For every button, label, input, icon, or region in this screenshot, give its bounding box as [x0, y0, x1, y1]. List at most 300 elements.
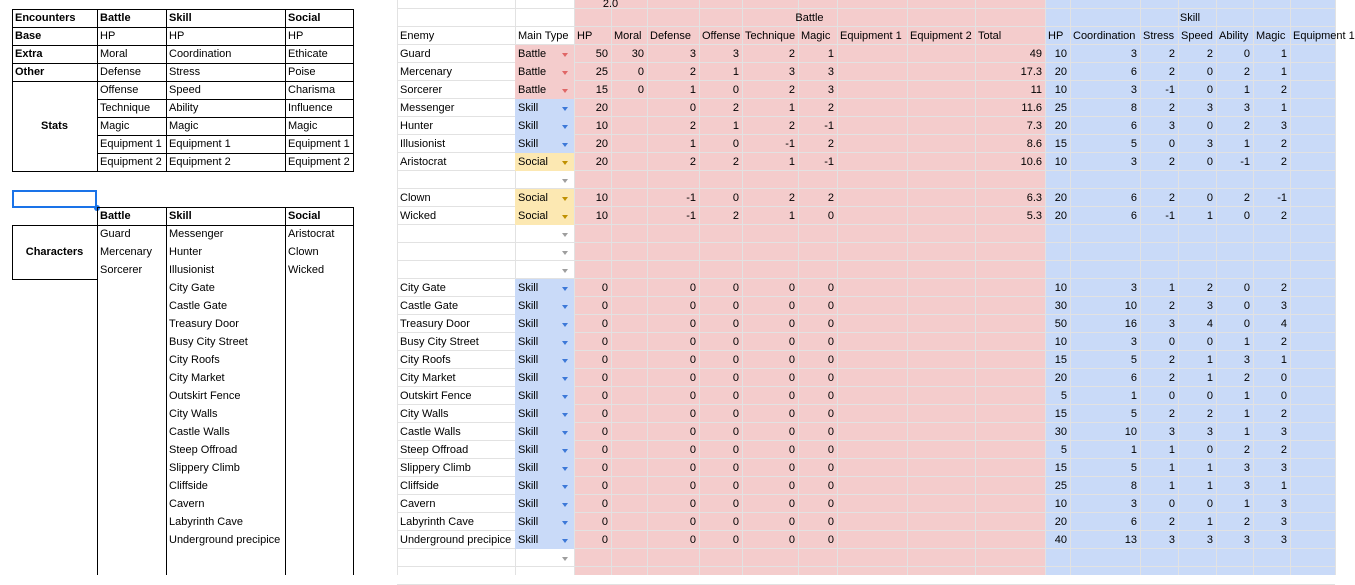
- enemy-cell-speed[interactable]: 0: [1206, 84, 1213, 96]
- enemy-cell-hp[interactable]: 15: [595, 84, 608, 96]
- enemy-cell-mag[interactable]: 0: [827, 498, 834, 510]
- enemy-cell-speed[interactable]: 2: [1206, 408, 1213, 420]
- dropdown-arrow-icon[interactable]: [562, 197, 568, 201]
- enemy-cell-def[interactable]: 2: [689, 156, 696, 168]
- enemy-cell-s_mag[interactable]: 3: [1280, 534, 1287, 546]
- enemy-cell-def[interactable]: 0: [689, 534, 696, 546]
- enemy-cell-s_hp[interactable]: [1045, 261, 1070, 279]
- stats-cell[interactable]: Equipment 2: [288, 156, 350, 168]
- enemy-cell-hp[interactable]: 0: [601, 516, 608, 528]
- enemy-cell-total[interactable]: 7.3: [1026, 120, 1042, 132]
- enemy-cell-speed[interactable]: 1: [1206, 516, 1213, 528]
- enemy-cell-stress[interactable]: 1: [1168, 444, 1175, 456]
- enemy-cell-moral[interactable]: [611, 117, 647, 135]
- enemy-cell-s_hp[interactable]: [1045, 549, 1070, 567]
- enemy-cell-speed[interactable]: 0: [1206, 192, 1213, 204]
- enemy-cell-stress[interactable]: 3: [1168, 318, 1175, 330]
- enemy-cell-def[interactable]: [647, 171, 699, 189]
- skill-group-header[interactable]: Skill: [1179, 12, 1201, 24]
- dropdown-arrow-icon[interactable]: [562, 485, 568, 489]
- dropdown-arrow-icon[interactable]: [562, 233, 568, 237]
- enemy-cell-speed[interactable]: 1: [1206, 372, 1213, 384]
- character-skill-location[interactable]: Outskirt Fence: [169, 390, 241, 402]
- enemy-cell-enemy[interactable]: [397, 243, 515, 261]
- enemy-cell-s_mag[interactable]: 2: [1280, 408, 1287, 420]
- dropdown-arrow-icon[interactable]: [562, 179, 568, 183]
- enemy-cell-enemy[interactable]: Messenger: [400, 102, 455, 114]
- enemy-cell-hp[interactable]: [574, 225, 611, 243]
- enemy-cell-tech[interactable]: [742, 549, 798, 567]
- main-type-dropdown[interactable]: Skill: [515, 369, 574, 387]
- encounters-cell[interactable]: Defense: [100, 66, 141, 78]
- enemy-cell-s_hp[interactable]: 10: [1054, 498, 1067, 510]
- enemy-cell-s_mag[interactable]: -1: [1277, 192, 1287, 204]
- enemy-cell-def[interactable]: [647, 243, 699, 261]
- enemy-cell-s_hp[interactable]: 10: [1054, 282, 1067, 294]
- enemy-cell-enemy[interactable]: Hunter: [400, 120, 434, 132]
- enemy-cell-mag[interactable]: 0: [827, 372, 834, 384]
- enemy-cell-abil[interactable]: 3: [1243, 534, 1250, 546]
- enemy-cell-tech[interactable]: [742, 171, 798, 189]
- enemy-cell-speed[interactable]: 1: [1206, 462, 1213, 474]
- column-header-1[interactable]: Main Type: [518, 30, 569, 42]
- enemy-cell-coord[interactable]: 1: [1130, 444, 1137, 456]
- enemy-cell-s_hp[interactable]: 10: [1054, 84, 1067, 96]
- enemy-cell-moral[interactable]: [611, 243, 647, 261]
- enemy-cell-hp[interactable]: 0: [601, 318, 608, 330]
- enemy-cell-tech[interactable]: 0: [788, 300, 795, 312]
- enemy-cell-off[interactable]: [699, 225, 742, 243]
- main-type-dropdown[interactable]: Skill: [515, 441, 574, 459]
- enemy-cell-s_hp[interactable]: 15: [1054, 354, 1067, 366]
- dropdown-arrow-icon[interactable]: [562, 125, 568, 129]
- enemy-cell-moral[interactable]: [611, 477, 647, 495]
- enemy-cell-moral[interactable]: [611, 513, 647, 531]
- enemy-cell-speed[interactable]: 0: [1206, 444, 1213, 456]
- enemy-cell-def[interactable]: 0: [689, 516, 696, 528]
- dropdown-arrow-icon[interactable]: [562, 539, 568, 543]
- enemy-cell-enemy[interactable]: Slippery Climb: [400, 462, 471, 474]
- enemy-cell-stress[interactable]: 3: [1168, 534, 1175, 546]
- enemy-cell-s_mag[interactable]: 3: [1280, 462, 1287, 474]
- column-header-12[interactable]: Coordination: [1073, 30, 1136, 42]
- enemy-cell-tech[interactable]: 0: [788, 534, 795, 546]
- enemy-cell-total[interactable]: [975, 459, 1045, 477]
- character-cell[interactable]: Guard: [100, 228, 131, 240]
- stats-cell[interactable]: Magic: [169, 120, 199, 132]
- character-cell[interactable]: Wicked: [288, 264, 325, 276]
- enemy-cell-hp[interactable]: [574, 171, 611, 189]
- enemy-cell-coord[interactable]: 10: [1124, 300, 1137, 312]
- enemy-cell-mag[interactable]: [798, 171, 837, 189]
- enemy-cell-off[interactable]: 0: [732, 444, 739, 456]
- enemy-cell-abil[interactable]: 1: [1243, 408, 1250, 420]
- enemy-cell-speed[interactable]: 3: [1206, 138, 1213, 150]
- enemy-cell-abil[interactable]: [1216, 171, 1253, 189]
- enemy-cell-total[interactable]: [975, 333, 1045, 351]
- enemy-cell-total[interactable]: 5.3: [1026, 210, 1042, 222]
- enemy-cell-def[interactable]: 0: [689, 444, 696, 456]
- enemy-cell-s_mag[interactable]: [1253, 261, 1290, 279]
- dropdown-arrow-icon[interactable]: [562, 287, 568, 291]
- enemy-cell-mag[interactable]: 0: [827, 480, 834, 492]
- enemy-cell-total[interactable]: 17.3: [1020, 66, 1042, 78]
- column-header-9[interactable]: Equipment 2: [910, 30, 972, 42]
- enemy-cell-stress[interactable]: 2: [1168, 354, 1175, 366]
- enemy-cell-tech[interactable]: 0: [788, 408, 795, 420]
- enemy-cell-s_mag[interactable]: 0: [1280, 372, 1287, 384]
- enemy-cell-s_mag[interactable]: 3: [1280, 120, 1287, 132]
- enemy-cell-speed[interactable]: 2: [1206, 48, 1213, 60]
- enemy-cell-def[interactable]: 0: [689, 102, 696, 114]
- selected-cell[interactable]: [12, 190, 97, 208]
- enemy-cell-total[interactable]: [975, 297, 1045, 315]
- enemy-cell-total[interactable]: 11: [1030, 84, 1042, 96]
- enemy-cell-enemy[interactable]: Sorcerer: [400, 84, 443, 96]
- character-skill-location[interactable]: Busy City Street: [169, 336, 248, 348]
- enemy-cell-def[interactable]: -1: [686, 210, 696, 222]
- enemy-cell-s_hp[interactable]: [1045, 171, 1070, 189]
- column-header-7[interactable]: Magic: [801, 30, 831, 42]
- enemy-cell-stress[interactable]: 2: [1168, 516, 1175, 528]
- enemy-cell-hp[interactable]: 10: [595, 120, 608, 132]
- enemy-cell-tech[interactable]: 0: [788, 444, 795, 456]
- enemy-cell-total[interactable]: [975, 279, 1045, 297]
- enemy-cell-mag[interactable]: [798, 225, 837, 243]
- enemy-cell-s_hp[interactable]: 15: [1054, 138, 1067, 150]
- enemy-cell-mag[interactable]: 2: [827, 192, 834, 204]
- enemy-cell-s_hp[interactable]: 20: [1054, 66, 1067, 78]
- enemy-cell-total[interactable]: 6.3: [1026, 192, 1042, 204]
- character-skill-location[interactable]: City Roofs: [169, 354, 220, 366]
- enemy-cell-coord[interactable]: 5: [1130, 138, 1137, 150]
- enemy-cell-moral[interactable]: [611, 549, 647, 567]
- enemy-cell-abil[interactable]: 3: [1243, 354, 1250, 366]
- partial-cell[interactable]: 2.0: [602, 0, 619, 10]
- enemy-cell-moral[interactable]: [611, 261, 647, 279]
- enemy-cell-abil[interactable]: -1: [1240, 156, 1250, 168]
- enemy-cell-enemy[interactable]: Outskirt Fence: [400, 390, 472, 402]
- stats-cell[interactable]: Magic: [100, 120, 130, 132]
- enemy-cell-tech[interactable]: 0: [788, 318, 795, 330]
- enemy-cell-tech[interactable]: 1: [788, 102, 795, 114]
- enemy-cell-s_hp[interactable]: 5: [1060, 390, 1067, 402]
- enemy-cell-s_hp[interactable]: 30: [1054, 426, 1067, 438]
- enemy-cell-enemy[interactable]: City Walls: [400, 408, 449, 420]
- enemy-cell-off[interactable]: [699, 549, 742, 567]
- enemy-cell-def[interactable]: 2: [689, 66, 696, 78]
- enemy-cell-stress[interactable]: 1: [1168, 480, 1175, 492]
- enemy-cell-total[interactable]: [975, 549, 1045, 567]
- enemy-cell-coord[interactable]: 6: [1130, 210, 1137, 222]
- enemy-cell-moral[interactable]: [611, 495, 647, 513]
- enemy-cell-mag[interactable]: 0: [827, 300, 834, 312]
- enemy-cell-s_mag[interactable]: 4: [1280, 318, 1287, 330]
- enemy-cell-mag[interactable]: 0: [827, 426, 834, 438]
- enemy-cell-off[interactable]: 0: [732, 408, 739, 420]
- main-type-dropdown[interactable]: Skill: [515, 333, 574, 351]
- enemy-cell-hp[interactable]: [574, 549, 611, 567]
- main-type-dropdown[interactable]: Skill: [515, 135, 574, 153]
- enemy-cell-coord[interactable]: 6: [1130, 192, 1137, 204]
- encounters-cell[interactable]: Other: [15, 66, 45, 78]
- enemy-cell-stress[interactable]: [1140, 243, 1178, 261]
- dropdown-arrow-icon[interactable]: [562, 107, 568, 111]
- enemy-cell-s_hp[interactable]: 40: [1054, 534, 1067, 546]
- enemy-cell-enemy[interactable]: Castle Walls: [400, 426, 461, 438]
- dropdown-arrow-icon[interactable]: [562, 521, 568, 525]
- enemy-cell-stress[interactable]: 0: [1168, 390, 1175, 402]
- enemy-cell-s_mag[interactable]: 2: [1280, 138, 1287, 150]
- dropdown-arrow-icon[interactable]: [562, 89, 568, 93]
- main-type-dropdown[interactable]: Skill: [515, 531, 574, 549]
- enemy-cell-total[interactable]: [975, 243, 1045, 261]
- enemy-cell-hp[interactable]: 20: [595, 138, 608, 150]
- character-skill-location[interactable]: Labyrinth Cave: [169, 516, 243, 528]
- column-header-11[interactable]: HP: [1048, 30, 1064, 42]
- dropdown-arrow-icon[interactable]: [562, 503, 568, 507]
- enemy-cell-hp[interactable]: 0: [601, 426, 608, 438]
- enemy-cell-mag[interactable]: 2: [827, 102, 834, 114]
- enemy-cell-s_mag[interactable]: [1253, 549, 1290, 567]
- enemy-cell-moral[interactable]: 30: [631, 48, 644, 60]
- column-header-4[interactable]: Defense: [650, 30, 691, 42]
- enemy-cell-hp[interactable]: 20: [595, 156, 608, 168]
- enemy-cell-coord[interactable]: 3: [1130, 336, 1137, 348]
- enemy-cell-tech[interactable]: 3: [788, 66, 795, 78]
- enemy-cell-hp[interactable]: 0: [601, 354, 608, 366]
- enemy-cell-hp[interactable]: 0: [601, 408, 608, 420]
- main-type-dropdown[interactable]: Battle: [515, 63, 574, 81]
- enemy-cell-total[interactable]: 8.6: [1026, 138, 1042, 150]
- column-header-16[interactable]: Magic: [1256, 30, 1286, 42]
- enemy-cell-stress[interactable]: 2: [1168, 372, 1175, 384]
- enemy-cell-coord[interactable]: 5: [1130, 462, 1137, 474]
- enemy-cell-speed[interactable]: 0: [1206, 156, 1213, 168]
- enemy-cell-mag[interactable]: 0: [827, 354, 834, 366]
- enemy-cell-abil[interactable]: 3: [1243, 462, 1250, 474]
- encounters-cell[interactable]: HP: [169, 30, 185, 42]
- enemy-cell-moral[interactable]: [611, 405, 647, 423]
- enemy-cell-tech[interactable]: -1: [785, 138, 795, 150]
- encounters-header-2[interactable]: Skill: [169, 12, 192, 24]
- enemy-cell-tech[interactable]: 0: [788, 336, 795, 348]
- enemy-cell-enemy[interactable]: Wicked: [400, 210, 437, 222]
- enemy-cell-abil[interactable]: 2: [1243, 192, 1250, 204]
- enemy-cell-hp[interactable]: [574, 243, 611, 261]
- enemy-cell-stress[interactable]: [1140, 225, 1178, 243]
- main-type-dropdown[interactable]: Skill: [515, 315, 574, 333]
- character-skill-location[interactable]: Castle Gate: [169, 300, 228, 312]
- dropdown-arrow-icon[interactable]: [562, 269, 568, 273]
- enemy-cell-mag[interactable]: 0: [827, 408, 834, 420]
- enemy-cell-tech[interactable]: 0: [788, 462, 795, 474]
- enemy-cell-s_mag[interactable]: [1253, 243, 1290, 261]
- main-type-dropdown[interactable]: Social: [515, 207, 574, 225]
- characters-header-1[interactable]: Skill: [169, 210, 192, 222]
- encounters-cell[interactable]: Coordination: [169, 48, 232, 60]
- enemy-cell-abil[interactable]: 0: [1243, 48, 1250, 60]
- enemy-cell-tech[interactable]: 0: [788, 372, 795, 384]
- enemy-cell-enemy[interactable]: Aristocrat: [400, 156, 447, 168]
- enemy-cell-s_hp[interactable]: [1045, 225, 1070, 243]
- enemy-cell-def[interactable]: 0: [689, 282, 696, 294]
- enemy-cell-speed[interactable]: 2: [1206, 282, 1213, 294]
- enemy-cell-total[interactable]: [975, 369, 1045, 387]
- dropdown-arrow-icon[interactable]: [562, 71, 568, 75]
- enemy-cell-s_hp[interactable]: 10: [1054, 48, 1067, 60]
- enemy-cell-stress[interactable]: 3: [1168, 426, 1175, 438]
- enemy-cell-s_hp[interactable]: 20: [1054, 372, 1067, 384]
- enemy-cell-total[interactable]: [975, 423, 1045, 441]
- enemy-cell-moral[interactable]: [611, 315, 647, 333]
- dropdown-arrow-icon[interactable]: [562, 161, 568, 165]
- stats-cell[interactable]: Technique: [100, 102, 151, 114]
- enemy-cell-coord[interactable]: [1070, 243, 1140, 261]
- dropdown-arrow-icon[interactable]: [562, 323, 568, 327]
- enemy-cell-total[interactable]: [975, 405, 1045, 423]
- enemy-cell-s_mag[interactable]: 1: [1280, 48, 1287, 60]
- stats-cell[interactable]: Offense: [100, 84, 139, 96]
- dropdown-arrow-icon[interactable]: [562, 413, 568, 417]
- enemy-cell-s_hp[interactable]: 10: [1054, 156, 1067, 168]
- character-skill-location[interactable]: City Market: [169, 372, 225, 384]
- enemy-cell-def[interactable]: [647, 225, 699, 243]
- main-type-dropdown[interactable]: Skill: [515, 117, 574, 135]
- enemy-cell-mag[interactable]: 0: [827, 516, 834, 528]
- enemy-cell-enemy[interactable]: City Market: [400, 372, 456, 384]
- column-header-6[interactable]: Technique: [745, 30, 796, 42]
- enemy-cell-coord[interactable]: 5: [1130, 408, 1137, 420]
- enemy-cell-tech[interactable]: 1: [788, 210, 795, 222]
- enemy-cell-mag[interactable]: 0: [827, 336, 834, 348]
- characters-label[interactable]: Characters: [25, 246, 84, 258]
- enemy-cell-total[interactable]: [975, 531, 1045, 549]
- enemy-cell-off[interactable]: 0: [732, 498, 739, 510]
- enemy-cell-def[interactable]: 0: [689, 390, 696, 402]
- enemy-cell-coord[interactable]: 6: [1130, 66, 1137, 78]
- enemy-cell-hp[interactable]: 0: [601, 534, 608, 546]
- enemy-cell-enemy[interactable]: Castle Gate: [400, 300, 459, 312]
- character-cell[interactable]: Illusionist: [169, 264, 215, 276]
- enemy-cell-coord[interactable]: 3: [1130, 48, 1137, 60]
- dropdown-arrow-icon[interactable]: [562, 341, 568, 345]
- enemy-cell-coord[interactable]: 5: [1130, 354, 1137, 366]
- enemy-cell-abil[interactable]: 2: [1243, 516, 1250, 528]
- character-skill-location[interactable]: Castle Walls: [169, 426, 230, 438]
- characters-header-2[interactable]: Social: [288, 210, 321, 222]
- enemy-cell-s_mag[interactable]: 2: [1280, 84, 1287, 96]
- enemy-cell-speed[interactable]: 1: [1206, 210, 1213, 222]
- enemy-cell-stress[interactable]: 1: [1168, 462, 1175, 474]
- enemy-cell-enemy[interactable]: Mercenary: [400, 66, 452, 78]
- enemy-cell-off[interactable]: 0: [732, 192, 739, 204]
- enemy-cell-coord[interactable]: 8: [1130, 480, 1137, 492]
- enemy-cell-hp[interactable]: 0: [601, 480, 608, 492]
- enemy-cell-moral[interactable]: [611, 333, 647, 351]
- enemy-cell-moral[interactable]: [611, 99, 647, 117]
- enemy-cell-abil[interactable]: [1216, 243, 1253, 261]
- enemy-cell-def[interactable]: 0: [689, 462, 696, 474]
- enemy-cell-enemy[interactable]: Illusionist: [400, 138, 446, 150]
- enemy-cell-stress[interactable]: 2: [1168, 192, 1175, 204]
- enemy-cell-def[interactable]: 0: [689, 498, 696, 510]
- main-type-dropdown[interactable]: Skill: [515, 297, 574, 315]
- enemy-cell-mag[interactable]: 3: [827, 66, 834, 78]
- enemy-cell-enemy[interactable]: City Roofs: [400, 354, 451, 366]
- enemy-cell-total[interactable]: 10.6: [1020, 156, 1042, 168]
- enemy-cell-hp[interactable]: 20: [595, 102, 608, 114]
- enemy-cell-s_mag[interactable]: [1253, 171, 1290, 189]
- enemy-cell-stress[interactable]: 0: [1168, 336, 1175, 348]
- enemy-cell-stress[interactable]: 2: [1168, 408, 1175, 420]
- enemy-cell-moral[interactable]: [611, 351, 647, 369]
- enemy-cell-moral[interactable]: 0: [637, 84, 644, 96]
- encounters-cell[interactable]: Stress: [169, 66, 201, 78]
- enemy-cell-speed[interactable]: 3: [1206, 102, 1213, 114]
- enemy-cell-coord[interactable]: 16: [1124, 318, 1137, 330]
- main-type-dropdown[interactable]: Skill: [515, 495, 574, 513]
- character-cell[interactable]: Clown: [288, 246, 319, 258]
- column-header-3[interactable]: Moral: [614, 30, 642, 42]
- enemy-cell-tech[interactable]: 0: [788, 390, 795, 402]
- enemy-cell-off[interactable]: 0: [732, 282, 739, 294]
- enemy-cell-def[interactable]: 0: [689, 372, 696, 384]
- enemy-cell-speed[interactable]: 0: [1206, 498, 1213, 510]
- enemy-cell-speed[interactable]: 0: [1206, 120, 1213, 132]
- enemy-cell-mag[interactable]: 0: [827, 210, 834, 222]
- dropdown-arrow-icon[interactable]: [562, 449, 568, 453]
- enemy-cell-tech[interactable]: [742, 243, 798, 261]
- enemy-cell-stress[interactable]: 0: [1168, 138, 1175, 150]
- enemy-cell-speed[interactable]: 3: [1206, 300, 1213, 312]
- enemy-cell-stress[interactable]: -1: [1165, 84, 1175, 96]
- enemy-cell-mag[interactable]: 0: [827, 462, 834, 474]
- enemy-cell-tech[interactable]: 2: [788, 84, 795, 96]
- enemy-cell-speed[interactable]: 3: [1206, 426, 1213, 438]
- enemy-cell-tech[interactable]: 2: [788, 120, 795, 132]
- encounters-cell[interactable]: HP: [288, 30, 304, 42]
- enemy-cell-abil[interactable]: [1216, 225, 1253, 243]
- stats-cell[interactable]: Equipment 2: [100, 156, 162, 168]
- encounters-cell[interactable]: Moral: [100, 48, 128, 60]
- enemy-cell-off[interactable]: 0: [732, 372, 739, 384]
- stats-cell[interactable]: Equipment 1: [100, 138, 162, 150]
- enemy-cell-off[interactable]: 0: [732, 516, 739, 528]
- enemy-cell-off[interactable]: 0: [732, 462, 739, 474]
- dropdown-arrow-icon[interactable]: [562, 53, 568, 57]
- enemy-cell-def[interactable]: [647, 549, 699, 567]
- enemy-cell-s_hp[interactable]: 20: [1054, 120, 1067, 132]
- column-header-8[interactable]: Equipment 1: [840, 30, 902, 42]
- enemy-cell-total[interactable]: 49: [1029, 48, 1042, 60]
- enemy-cell-enemy[interactable]: Labyrinth Cave: [400, 516, 474, 528]
- enemy-cell-abil[interactable]: 1: [1243, 498, 1250, 510]
- dropdown-arrow-icon[interactable]: [562, 467, 568, 471]
- enemy-cell-s_mag[interactable]: 1: [1280, 66, 1287, 78]
- enemy-cell-speed[interactable]: 1: [1206, 480, 1213, 492]
- enemy-cell-abil[interactable]: 2: [1243, 444, 1250, 456]
- enemy-cell-s_mag[interactable]: 2: [1280, 336, 1287, 348]
- enemy-cell-speed[interactable]: 0: [1206, 66, 1213, 78]
- enemy-cell-total[interactable]: [975, 351, 1045, 369]
- enemy-cell-s_hp[interactable]: 10: [1054, 336, 1067, 348]
- enemy-cell-moral[interactable]: [611, 459, 647, 477]
- enemy-cell-def[interactable]: [647, 261, 699, 279]
- enemy-cell-mag[interactable]: 3: [827, 84, 834, 96]
- main-type-dropdown[interactable]: Social: [515, 153, 574, 171]
- enemy-cell-off[interactable]: 1: [732, 120, 739, 132]
